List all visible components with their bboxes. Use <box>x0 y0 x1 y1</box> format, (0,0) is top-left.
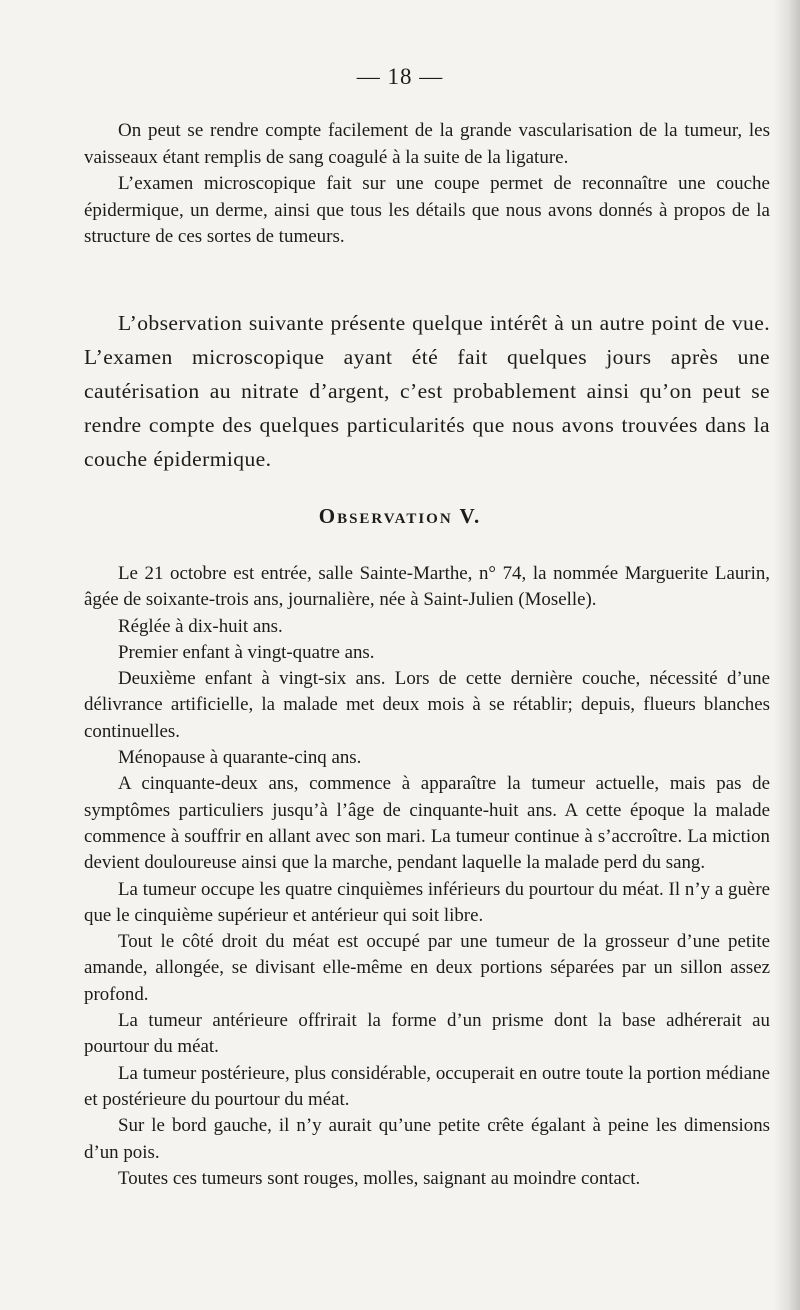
observation-paragraph: Toutes ces tumeurs sont rouges, molles, saignant au moindre contact. <box>118 1167 641 1189</box>
microscopy-paragraph: L’examen microscopique fait sur une coupe permet de reconnaître une couche épidermique, un derme, ainsi que tous les détails que nous avons donnés à propos de la structure de ces sortes de tumeurs. <box>84 173 770 248</box>
page-edge-shadow <box>774 0 800 1310</box>
observation-paragraph: La tumeur postérieure, plus considérable, occuperait en outre toute la portion médiane et postérieure du pourtour du méat. <box>84 1062 770 1110</box>
observation-paragraph: Réglée à dix-huit ans. <box>118 615 283 637</box>
observation-paragraph: Sur le bord gauche, il n’y aurait qu’une petite crête égalant à peine les dimensions d’un pois. <box>84 1115 770 1163</box>
intro-paragraph: On peut se rendre compte facilement de la grande vascularisation de la tumeur, les vaisseaux étant remplis de sang coagulé à la suite de la ligature. <box>84 120 770 168</box>
observation-paragraph: Deuxième enfant à vingt-six ans. Lors de cette dernière couche, nécessité d’une délivrance artificielle, la malade met deux mois à se rétablir; depuis, flueurs blanches continuelles. <box>84 668 770 742</box>
observation-paragraph: Premier enfant à vingt-quatre ans. <box>118 641 375 663</box>
observation-paragraph: La tumeur antérieure offrirait la forme d’un prisme dont la base adhérerait au pourtour du méat. <box>84 1010 770 1058</box>
observation-body <box>84 561 770 1192</box>
observation-paragraph: A cinquante-deux ans, commence à apparaître la tumeur actuelle, mais pas de symptômes particuliers jusqu’à l’âge de cinquante-huit ans. A cette époque la malade commence à souffrir en allant avec son mari. La tumeur continue à s’accroître. La miction devient douloureuse ainsi que la marche, pendant laquelle la malade perd du sang. <box>84 773 770 874</box>
observation-paragraph: La tumeur occupe les quatre cinquièmes inférieurs du pourtour du méat. Il n’y a guère que le cinquième supérieur et antérieur qui soit libre. <box>84 878 770 926</box>
observation-intro-section <box>84 306 770 476</box>
observation-heading: Observation V. <box>318 504 482 528</box>
observation-paragraph: Le 21 octobre est entrée, salle Sainte-Marthe, n° 74, la nommée Marguerite Laurin, âgée de soixante-trois ans, journalière, née à Saint-Julien (Moselle). <box>84 563 770 611</box>
page-number: — 18 — <box>356 64 444 89</box>
observation-paragraph: Tout le côté droit du méat est occupé par une tumeur de la grosseur d’une petite amande, allongée, se divisant elle-même en deux portions séparées par un sillon assez profond. <box>84 931 770 1005</box>
observation-intro-paragraph: L’observation suivante présente quelque intérêt à un autre point de vue. L’examen microscopique ayant été fait quelques jours après une cautérisation au nitrate d’argent, c’est probablement ainsi qu’on peut se rendre compte des quelques particularités que nous avons trouvées dans la couche épidermique. <box>84 311 770 471</box>
intro-section <box>84 118 770 251</box>
observation-paragraph: Ménopause à quarante-cinq ans. <box>118 747 362 769</box>
